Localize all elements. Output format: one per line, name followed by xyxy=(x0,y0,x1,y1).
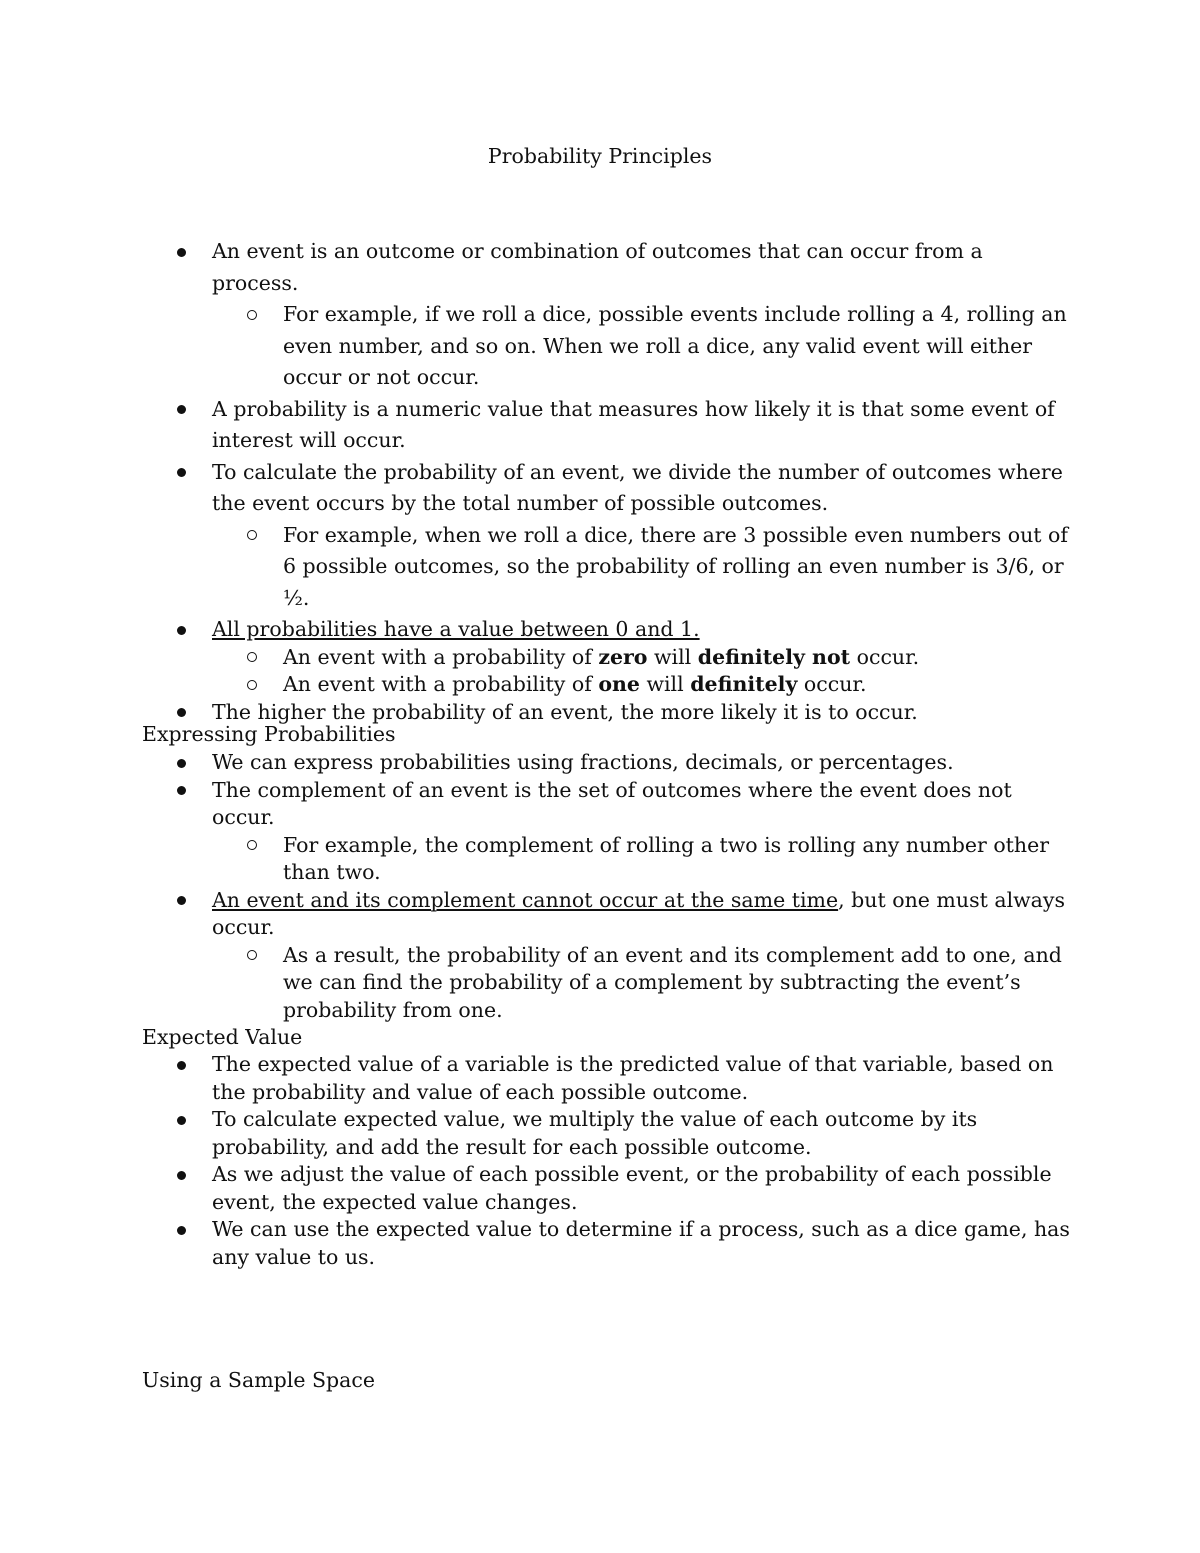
bold-text: definitely not xyxy=(697,644,851,669)
filled-bullet-icon xyxy=(177,1106,186,1134)
hollow-bullet-icon xyxy=(247,832,257,860)
bold-text: one xyxy=(598,672,640,696)
list-item: An event with a probability of zero will definitely not occur. xyxy=(0,644,1073,672)
list-item: An event with a probability of one will definitely occur. xyxy=(0,671,1073,699)
list-item: An event is an outcome or combination of outcomes that can occur from a process. xyxy=(0,236,1072,299)
filled-bullet-icon xyxy=(177,394,186,426)
section-heading: Using a Sample Space xyxy=(142,1368,375,1392)
filled-bullet-icon xyxy=(177,749,186,777)
underlined-statement: All probabilities have a value between 0 and 1. xyxy=(212,617,700,641)
section-heading: Expected Value xyxy=(142,1025,303,1049)
principles-list xyxy=(0,236,1200,726)
filled-bullet-icon xyxy=(177,457,186,489)
list-item: We can use the expected value to determine if a process, such as a dice game, has any value to us. xyxy=(0,1216,1072,1271)
list-item: As a result, the probability of an event and its complement add to one, and we can find the probability of a complement by subtracting the event’s probability from one. xyxy=(0,942,1073,1025)
hollow-bullet-icon xyxy=(247,671,257,699)
list-item: A probability is a numeric value that measures how likely it is that some event of interest will occur. xyxy=(0,394,1072,457)
hollow-bullet-icon xyxy=(247,299,257,331)
filled-bullet-icon xyxy=(177,777,186,805)
list-item: To calculate the probability of an event, we divide the number of outcomes where the event occurs by the total number of possible outcomes. xyxy=(0,457,1072,520)
list-item: The higher the probability of an event, the more likely it is to occur. xyxy=(0,699,1072,727)
list-item: An event and its complement cannot occur at the same time, but one must always occur. xyxy=(0,887,1072,942)
list-item: For example, if we roll a dice, possible events include rolling a 4, rolling an even number, and so on. When we roll a dice, any valid event will either occur or not occur. xyxy=(0,299,1073,394)
document-title: Probability Principles xyxy=(487,144,713,168)
filled-bullet-icon xyxy=(177,887,186,915)
list-item: The complement of an event is the set of outcomes where the event does not occur. xyxy=(0,777,1072,832)
bold-text: definitely xyxy=(690,672,798,696)
filled-bullet-icon xyxy=(177,1161,186,1189)
list-item xyxy=(0,614,1072,644)
underlined-statement: An event and its complement cannot occur at the same time xyxy=(212,887,839,912)
expected-value-list xyxy=(0,1051,1200,1271)
filled-bullet-icon xyxy=(177,236,186,268)
hollow-bullet-icon xyxy=(247,644,257,672)
list-item: For example, the complement of rolling a two is rolling any number other than two. xyxy=(0,832,1073,887)
list-item: For example, when we roll a dice, there are 3 possible even numbers out of 6 possible outcomes, so the probability of rolling an even number is 3/6, or ½. xyxy=(0,520,1073,615)
list-item: We can express probabilities using fractions, decimals, or percentages. xyxy=(0,749,1072,777)
list-item: To calculate expected value, we multiply the value of each outcome by its probability, and add the result for each possible outcome. xyxy=(0,1106,1072,1161)
expressing-probabilities-list xyxy=(0,749,1200,1024)
list-item: The expected value of a variable is the predicted value of that variable, based on the probability and value of each possible outcome. xyxy=(0,1051,1072,1106)
filled-bullet-icon xyxy=(177,1216,186,1244)
filled-bullet-icon xyxy=(177,1051,186,1079)
filled-bullet-icon xyxy=(177,616,186,644)
section-heading: Expressing Probabilities xyxy=(142,722,396,746)
hollow-bullet-icon xyxy=(247,942,257,970)
bold-text: zero xyxy=(598,644,648,669)
list-item: As we adjust the value of each possible event, or the probability of each possible event, the expected value changes. xyxy=(0,1161,1072,1216)
hollow-bullet-icon xyxy=(247,520,257,552)
